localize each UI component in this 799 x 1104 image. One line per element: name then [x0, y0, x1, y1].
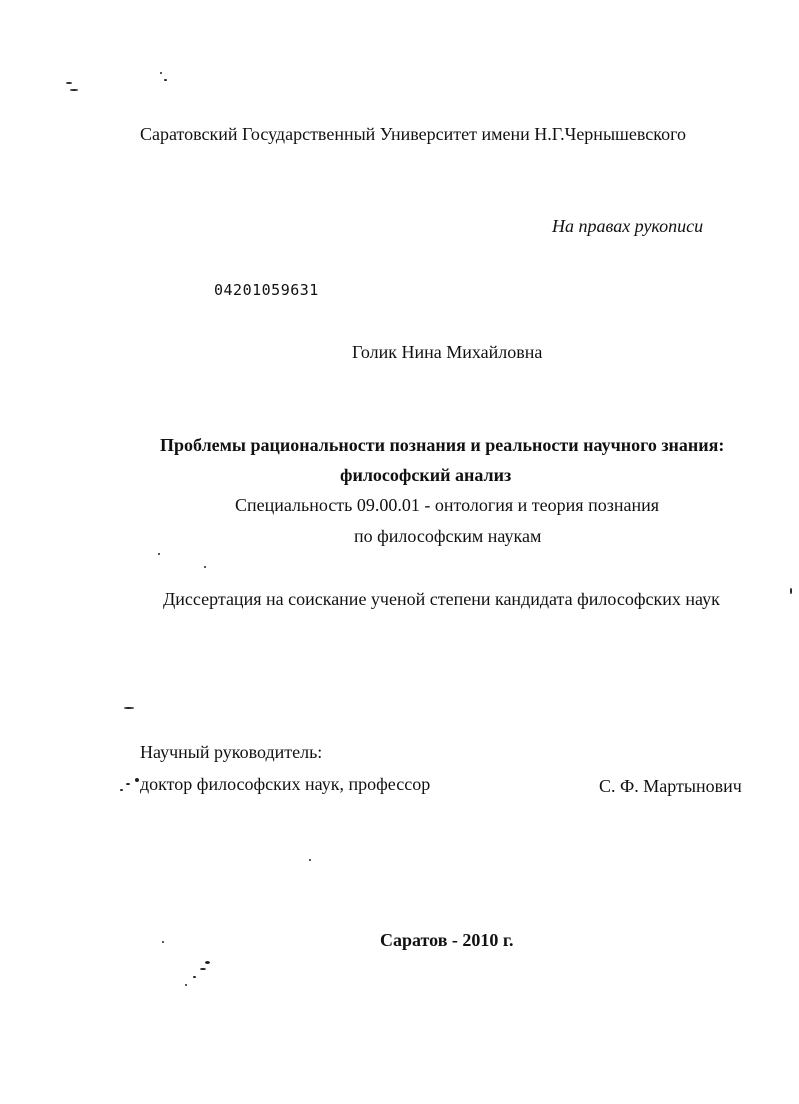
title-line-2: философский анализ	[340, 465, 512, 485]
specialty-line-1: Специальность 09.00.01 - онтология и теория познания	[235, 495, 659, 515]
city-year: Саратов - 2010 г.	[380, 930, 514, 950]
specialty-line-2: по философским наукам	[354, 526, 542, 546]
supervisor-degree: доктор философских наук, профессор	[140, 774, 431, 794]
registry-number: 04201059631	[214, 281, 319, 299]
author-name: Голик Нина Михайловна	[352, 342, 543, 362]
university-name: Саратовский Государственный Университет имени Н.Г.Чернышевского	[140, 124, 687, 144]
supervisor-label: Научный руководитель:	[140, 742, 323, 762]
rights-note: На правах рукописи	[552, 216, 704, 236]
title-line-1: Проблемы рациональности познания и реальности научного знания:	[160, 435, 725, 455]
supervisor-name: С. Ф. Мартынович	[599, 776, 742, 796]
dissertation-note: Диссертация на соискание ученой степени кандидата философских наук	[163, 589, 720, 609]
